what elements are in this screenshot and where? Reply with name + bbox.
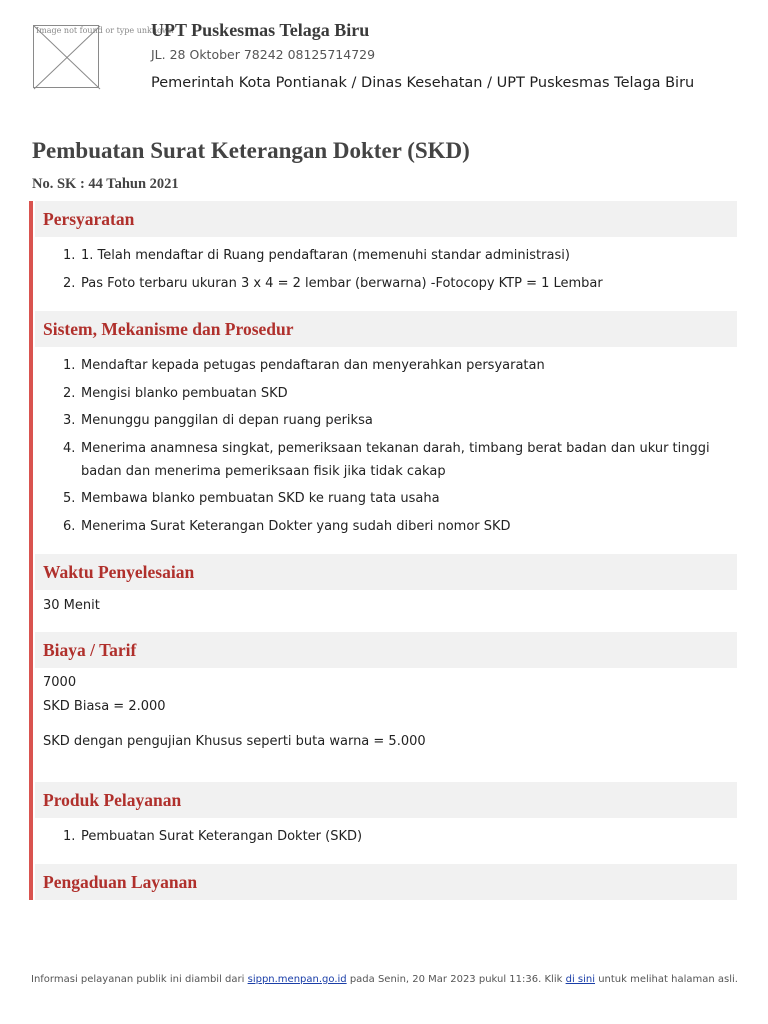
logo-placeholder <box>33 25 174 88</box>
sk-number: No. SK : 44 Tahun 2021 <box>32 176 179 192</box>
logo-alt-text: Image not found or type unknown <box>36 26 174 35</box>
list-number: 1. <box>63 358 76 373</box>
footer-middle: pada Senin, 20 Mar 2023 pukul 11:36. Klik <box>349 974 563 985</box>
original-page-link[interactable]: di sini <box>565 974 596 985</box>
produk-list <box>43 825 735 853</box>
biaya-line-1: SKD Biasa = 2.000 <box>43 699 166 714</box>
content-accent-bar <box>29 201 33 900</box>
list-number: 6. <box>63 518 76 534</box>
list-item-text: Membawa blanko pembuatan SKD ke ruang tata usaha <box>81 491 440 506</box>
list-item <box>43 437 735 483</box>
list-item <box>43 487 735 510</box>
list-item <box>43 382 735 405</box>
list-item-text: Menerima Surat Keterangan Dokter yang sudah diberi nomor SKD <box>81 518 511 534</box>
source-link[interactable]: sippn.menpan.go.id <box>247 974 347 985</box>
list-item <box>43 354 735 377</box>
list-number: 2. <box>63 385 76 401</box>
list-number: 5. <box>63 491 76 506</box>
list-number: 1. <box>63 248 76 263</box>
persyaratan-list <box>43 244 735 299</box>
biaya-line-2: SKD dengan pengujian Khusus seperti buta warna = 5.000 <box>43 734 426 749</box>
section-heading-pengaduan: Pengaduan Layanan <box>35 864 737 900</box>
prosedur-list <box>43 354 735 542</box>
footer-note <box>31 973 738 987</box>
page-title: Pembuatan Surat Keterangan Dokter (SKD) <box>32 138 470 163</box>
footer-prefix: Informasi pelayanan publik ini diambil dari <box>31 974 245 985</box>
list-item-text: Mengisi blanko pembuatan SKD <box>81 385 288 401</box>
list-item <box>43 515 735 538</box>
list-number: 1. <box>63 829 76 844</box>
list-number: 3. <box>63 413 76 428</box>
section-heading-produk: Produk Pelayanan <box>35 782 737 818</box>
list-item-text: Menunggu panggilan di depan ruang periksa <box>81 413 373 428</box>
waktu-value: 30 Menit <box>43 598 100 613</box>
list-item <box>43 244 735 267</box>
footer-suffix: untuk melihat halaman asli. <box>598 974 738 985</box>
list-item-text: Menerima anamnesa singkat, pemeriksaan tekanan darah, timbang berat badan dan ukur tinggi badan dan menerima pemeriksaan fisik jika tidak cakap <box>81 440 710 479</box>
list-item-text: Pas Foto terbaru ukuran 3 x 4 = 2 lembar (berwarna) -Fotocopy KTP = 1 Lembar <box>81 275 603 291</box>
org-name: UPT Puskesmas Telaga Biru <box>151 20 370 40</box>
list-number: 2. <box>63 275 76 291</box>
list-item-text: 1. Telah mendaftar di Ruang pendaftaran (memenuhi standar administrasi) <box>81 248 570 263</box>
section-heading-biaya: Biaya / Tarif <box>35 632 737 668</box>
list-item <box>43 825 735 848</box>
section-heading-persyaratan: Persyaratan <box>35 201 737 237</box>
list-item-text: Pembuatan Surat Keterangan Dokter (SKD) <box>81 829 363 844</box>
biaya-amount: 7000 <box>43 675 77 690</box>
section-heading-prosedur: Sistem, Mekanisme dan Prosedur <box>35 311 737 347</box>
org-breadcrumb: Pemerintah Kota Pontianak / Dinas Kesehatan / UPT Puskesmas Telaga Biru <box>151 75 695 91</box>
org-address: JL. 28 Oktober 78242 08125714729 <box>151 47 376 62</box>
list-item <box>43 409 735 432</box>
list-number: 4. <box>63 440 76 456</box>
list-item-text: Mendaftar kepada petugas pendaftaran dan menyerahkan persyaratan <box>81 358 545 373</box>
section-heading-waktu: Waktu Penyelesaian <box>35 554 737 590</box>
list-item <box>43 272 735 295</box>
